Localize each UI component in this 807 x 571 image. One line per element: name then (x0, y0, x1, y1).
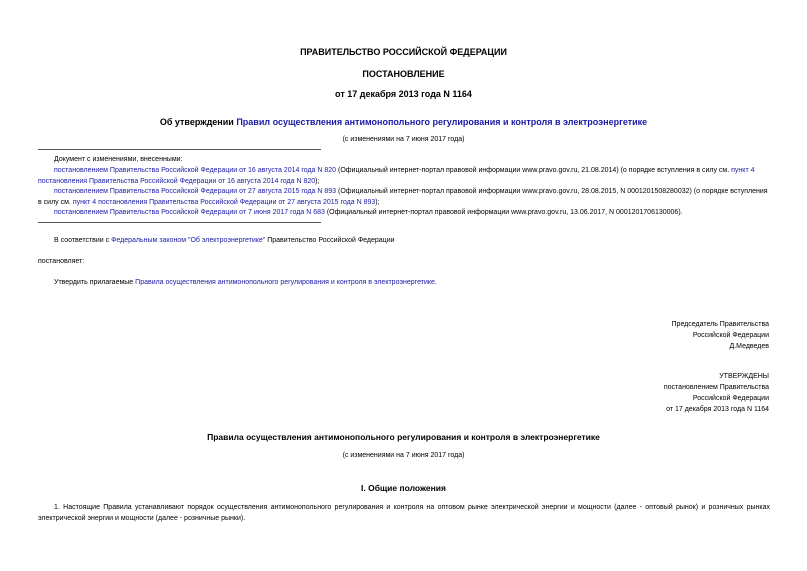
document-title (0, 117, 807, 127)
title-link[interactable]: Правил осуществления антимонопольного регулирования и контроля в электроэнергетике (236, 117, 648, 127)
approved-date: от 17 декабря 2013 года N 1164 (666, 406, 769, 413)
change-text-end: ); (375, 199, 380, 206)
basis-suffix: Правительство Российской Федерации (265, 237, 395, 244)
approve-prefix: Утвердить прилагаемые (54, 279, 136, 286)
document-date-number: от 17 декабря 2013 года N 1164 (335, 89, 472, 99)
divider-bottom (38, 222, 321, 223)
change-text: (Официальный интернет-портал правовой информации www.pravo.gov.ru, 28.08.2015, N 0001201508280032) (о порядке вступления в силу см. (38, 188, 768, 206)
change-item (38, 207, 770, 218)
government-heading: ПРАВИТЕЛЬСТВО РОССИЙСКОЙ ФЕДЕРАЦИИ (300, 47, 507, 57)
signature-name: Д.Медведев (729, 343, 769, 350)
signature-position: Председатель Правительства (671, 321, 769, 328)
rules-title: Правила осуществления антимонопольного регулирования и контроля в электроэнергетике (207, 432, 600, 442)
change-item (38, 165, 770, 187)
change-point-link[interactable]: пункт 4 постановления Правительства Российской Федерации от 27 августа 2015 года N 893 (72, 199, 376, 206)
legal-basis (54, 235, 395, 246)
approve-clause (54, 277, 437, 288)
change-link[interactable]: постановлением Правительства Российской Федерации от 27 августа 2015 года N 893 (54, 188, 337, 195)
decides-text: постановляет: (38, 258, 85, 265)
change-text: (Официальный интернет-портал правовой информации www.pravo.gov.ru, 21.08.2014) (о порядке вступления в силу см. (336, 167, 732, 174)
approved-block (664, 371, 769, 415)
rules-link[interactable]: Правила осуществления антимонопольного регулирования и контроля в электроэнергетике (135, 279, 435, 286)
change-item (38, 186, 770, 208)
federal-law-link[interactable]: Федеральным законом "Об электроэнергетике" (111, 237, 266, 244)
approved-by: постановлением Правительства (663, 384, 769, 391)
title-prefix: Об утверждении (159, 117, 237, 127)
change-point-link[interactable]: пункт 4 постановления Правительства Российской Федерации от 16 августа 2014 года N 820 (38, 167, 755, 185)
amendments-note: (с изменениями на 7 июня 2017 года) (342, 136, 465, 143)
rules-amendments-note: (с изменениями на 7 июня 2017 года) (342, 452, 465, 459)
change-text-end: ); (315, 178, 320, 185)
change-text: (Официальный интернет-портал правовой информации www.pravo.gov.ru, 13.06.2017, N 0001201706130006). (324, 209, 683, 216)
signature-country: Российской Федерации (692, 332, 769, 339)
approve-suffix: . (434, 279, 437, 286)
changes-intro: Документ с изменениями, внесенными: (54, 156, 183, 163)
change-link[interactable]: постановлением Правительства Российской Федерации от 7 июня 2017 года N 683 (54, 209, 325, 216)
document-type: ПОСТАНОВЛЕНИЕ (362, 69, 445, 79)
rules-paragraph-1: 1. Настоящие Правила устанавливают порядок осуществления антимонопольного регулирования и контроля на оптовом рынке электрической энергии и мощности (далее - оптовый рынок) и розничных рынках электрической энергии и мощности (далее - розничные рынки). (38, 504, 770, 522)
approved-heading: УТВЕРЖДЕНЫ (719, 373, 769, 380)
signature-block (672, 319, 769, 352)
change-link[interactable]: постановлением Правительства Российской Федерации от 16 августа 2014 года N 820 (54, 167, 337, 174)
section-title: I. Общие положения (361, 483, 446, 493)
divider-top (38, 149, 321, 150)
basis-prefix: В соответствии с (54, 237, 112, 244)
approved-country: Российской Федерации (692, 395, 769, 402)
